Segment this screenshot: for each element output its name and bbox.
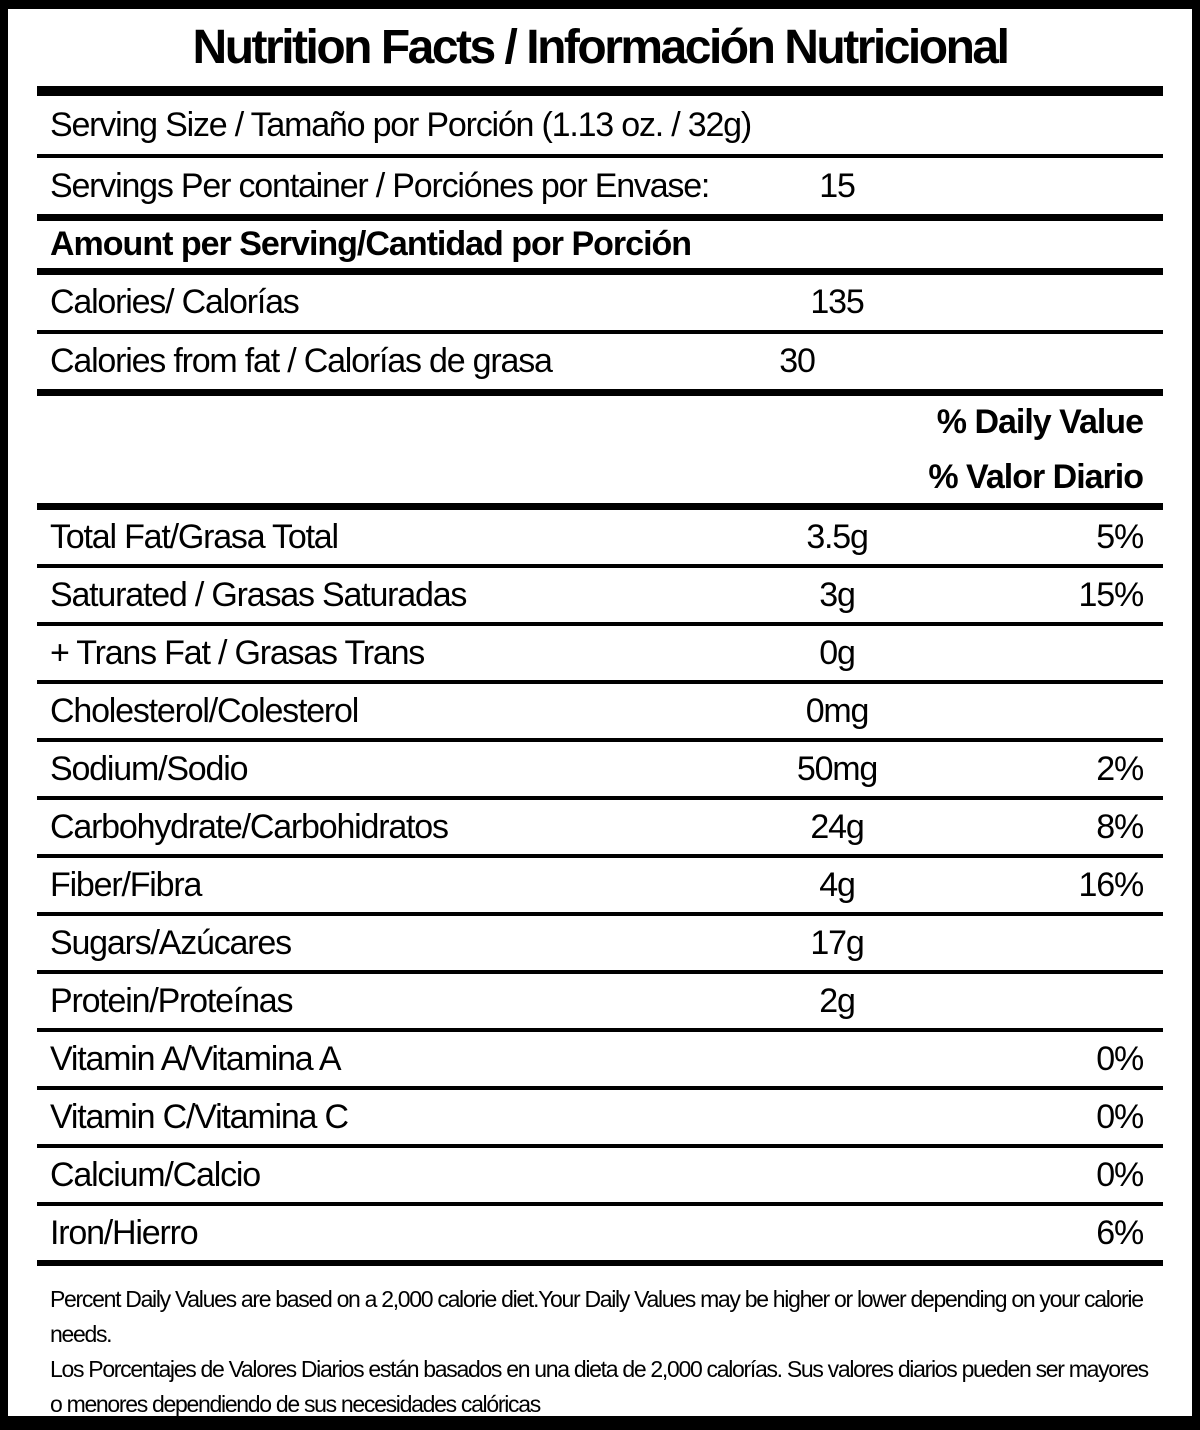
nutrient-row-sodium: [37, 742, 1163, 796]
calories-from-fat-row: [37, 334, 1163, 389]
nutrient-amount: 3g: [819, 575, 855, 614]
nutrient-amount: 17g: [810, 923, 864, 962]
nutrient-amount: 50mg: [796, 749, 878, 788]
nutrient-row-saturated-fat: [37, 568, 1163, 622]
nutrient-label: Protein/Proteínas: [50, 981, 293, 1020]
servings-per-container-row: [37, 158, 1163, 214]
nutrient-row-trans-fat: [37, 626, 1163, 680]
nutrient-row-calcium: [37, 1148, 1163, 1202]
nutrient-label: Vitamin A/Vitamina A: [50, 1039, 341, 1078]
nutrient-amount: 0g: [819, 633, 855, 672]
calories-value: 135: [810, 283, 864, 321]
label-title: Nutrition Facts / Información Nutricional: [192, 21, 1008, 74]
nutrient-label: Sugars/Azúcares: [50, 923, 291, 962]
label-body: [37, 86, 1163, 1422]
nutrient-dv: 16%: [1078, 865, 1143, 904]
nutrient-row-total-fat: [37, 510, 1163, 564]
nutrient-label: Total Fat/Grasa Total: [50, 517, 338, 556]
nutrient-label: + Trans Fat / Grasas Trans: [50, 633, 425, 672]
nutrient-amount: 4g: [819, 865, 855, 904]
footnote-english: Percent Daily Values are based on a 2,000 calorie diet.Your Daily Values may be higher or lower depending on your calorie needs.: [50, 1286, 1143, 1347]
nutrient-row-carbohydrate: [37, 800, 1163, 854]
divider-under-title: [37, 86, 1163, 96]
nutrient-row-sugars: [37, 916, 1163, 970]
daily-value-header-es: % Valor Diario: [928, 457, 1143, 496]
daily-value-header-en: % Daily Value: [936, 402, 1143, 441]
nutrient-row-protein: [37, 974, 1163, 1028]
nutrient-dv: 2%: [1096, 749, 1143, 788]
serving-size-label: Serving Size / Tamaño por Porción (1.13 oz. / 32g): [50, 105, 751, 144]
nutrient-label: Iron/Hierro: [50, 1213, 198, 1252]
footnote-block: [37, 1266, 1163, 1422]
nutrient-label: Fiber/Fibra: [50, 865, 202, 904]
servings-per-container-value: 15: [819, 166, 855, 205]
nutrient-dv: 15%: [1078, 575, 1143, 614]
nutrient-amount: 2g: [819, 981, 855, 1020]
nutrient-row-cholesterol: [37, 684, 1163, 738]
nutrient-dv: 0%: [1096, 1155, 1143, 1194]
nutrient-label: Vitamin C/Vitamina C: [50, 1097, 348, 1136]
nutrient-row-vitamin-a: [37, 1032, 1163, 1086]
amount-per-serving-heading-row: [37, 221, 1163, 268]
nutrient-label: Carbohydrate/Carbohidratos: [50, 807, 448, 846]
nutrient-row-vitamin-c: [37, 1090, 1163, 1144]
nutrient-label: Cholesterol/Colesterol: [50, 691, 359, 730]
calories-from-fat-label: Calories from fat / Calorías de grasa: [50, 342, 552, 380]
nutrient-label: Calcium/Calcio: [50, 1155, 260, 1194]
nutrient-dv: 5%: [1096, 517, 1143, 556]
nutrient-dv: 8%: [1096, 807, 1143, 846]
nutrient-amount: 0mg: [805, 691, 869, 730]
nutrient-amount: 3.5g: [806, 517, 868, 556]
daily-value-header-block: [37, 396, 1163, 503]
nutrient-dv: 0%: [1096, 1039, 1143, 1078]
divider: [37, 389, 1163, 396]
servings-per-container-label: Servings Per container / Porciónes por Envase:: [50, 166, 710, 205]
calories-row: [37, 275, 1163, 330]
serving-size-row: [37, 96, 1163, 154]
calories-from-fat-value: 30: [779, 342, 815, 380]
nutrient-amount: 24g: [810, 807, 864, 846]
nutrient-dv: 6%: [1096, 1213, 1143, 1252]
nutrient-row-fiber: [37, 858, 1163, 912]
calories-label: Calories/ Calorías: [50, 283, 299, 321]
nutrient-label: Saturated / Grasas Saturadas: [50, 575, 467, 614]
divider: [37, 214, 1163, 221]
amount-per-serving-heading: Amount per Serving/Cantidad por Porción: [50, 225, 692, 263]
nutrient-label: Sodium/Sodio: [50, 749, 248, 788]
footnote-spanish: Los Porcentajes de Valores Diarios están basados en una dieta de 2,000 calorías. Sus valores diarios pueden ser mayores o menores dependiendo de sus necesidades calóricas: [50, 1356, 1148, 1417]
divider: [37, 503, 1163, 510]
nutrient-dv: 0%: [1096, 1097, 1143, 1136]
divider: [37, 268, 1163, 275]
nutrient-row-iron: [37, 1206, 1163, 1260]
